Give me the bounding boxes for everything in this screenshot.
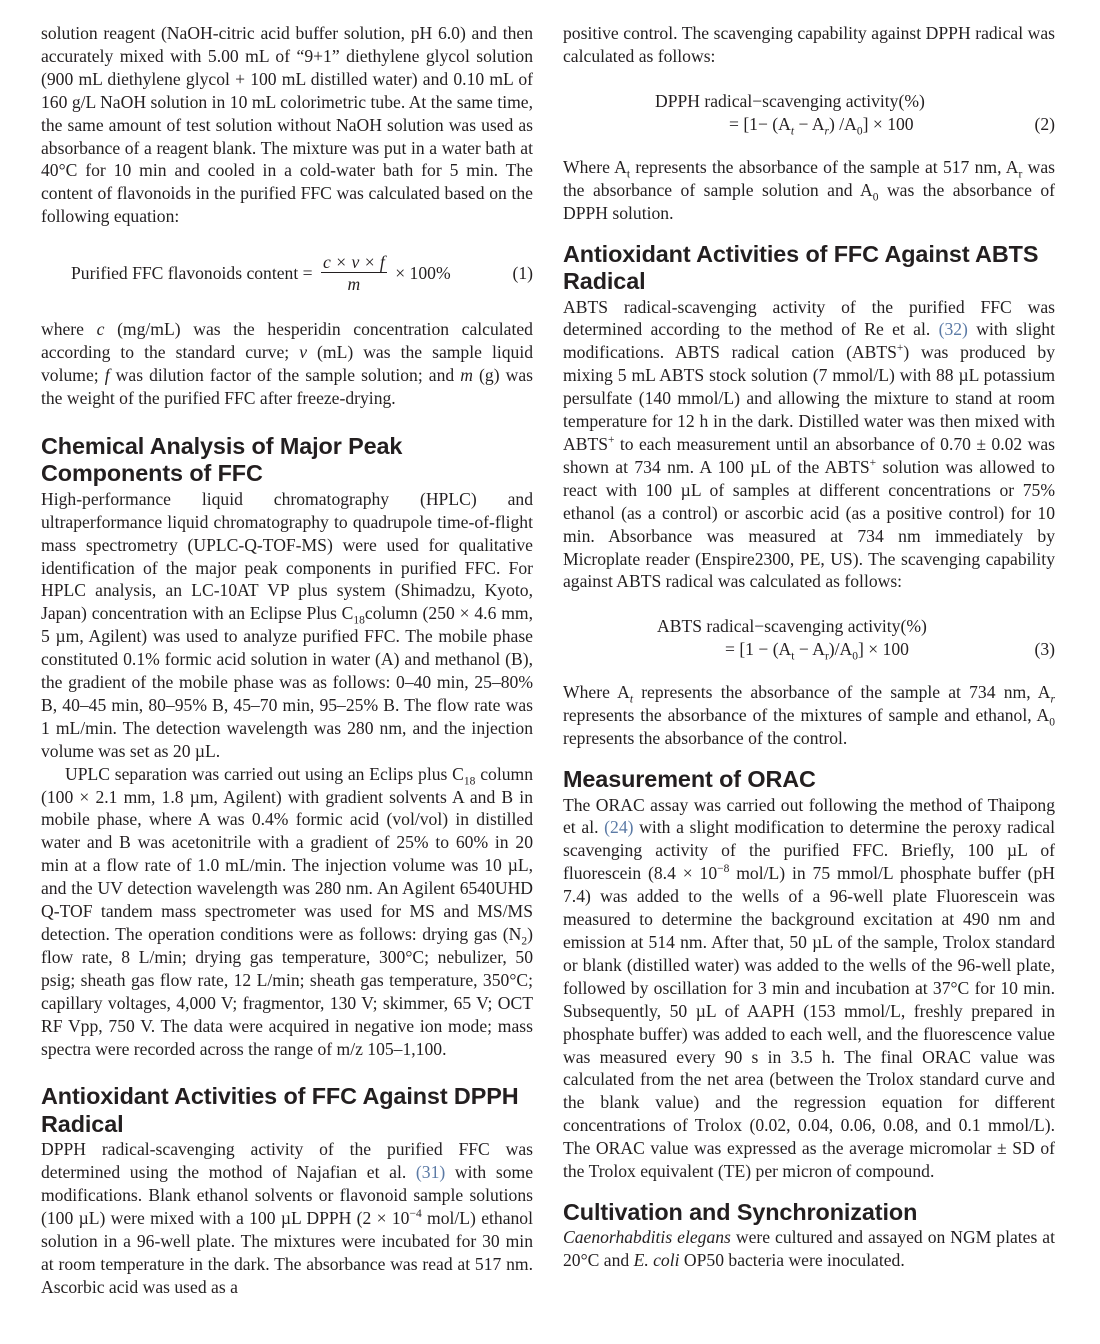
paragraph-dpph: DPPH radical-scavenging activity of the purified FFC was determined using the mothod of Najafian et al. (31) with some modifications. Blank ethanol solvents or flavonoid sample solutions (100 µL) were mixed with a 100 µL DPPH ($2 \times 10^{-4}$ mol/L) ethanol solution in a 96-well plate. The mixtures were incubated for 30 min at room temperature in the dark. The absorbance was read at 517 nm. Ascorbic acid was used as a — [41, 1139, 533, 1297]
paragraph-uplc: UPLC separation was carried out using an Eclips plus $C_{18}$ column (100 × 2.1 mm, 1.8 µm, Agilent) with gradient solvents A and B in mobile phase, where A was 0.4% formic acid (vol/vol) in distilled water and B was acetonitrile with a gradient of 25% to 60% in 20 min at a flow rate of 1.0 mL/min. The injection volume was 10 µL, and the UV detection wavelength was 280 nm. An Agilent 6540UHD Q-TOF tandem mass spectrometer was used for MS and MS/MS detection. The operation conditions were as follows: drying gas $(N_2)$ flow rate, 8 L/min; drying gas temperature, 300°C; nebulizer, 50 psig; sheath gas flow rate, 12 L/min; sheath gas temperature, 350°C; capillary voltages, 4,000 V; fragmentor, 130 V; skimmer, 65 V; OCT RF Vpp, 750 V. The data were acquired in negative ion mode; mass spectra were recorded across the range of m/z 105–1,100. — [41, 763, 533, 1059]
equation-2 — [563, 90, 1055, 136]
left-column — [41, 22, 533, 1299]
heading-cultivation: Cultivation and Synchronization — [563, 1198, 918, 1225]
equation-1-number: (1) — [512, 263, 533, 284]
paragraph-dpph-calc: positive control. The scavenging capability against DPPH radical was calculated as follows: — [563, 23, 1055, 66]
equation-1-numerator: c × v × f — [322, 252, 385, 273]
paragraph-dpph-where: Where $A_t$ represents the absorbance of the sample at 517 nm, $A_r$ was the absorbance of sample solution and $A_0$ was the absorbance of DPPH solution. — [563, 156, 1056, 223]
equation-2-line2: = $[1- (A_t - A_r) /A_0] \times 100$ — [729, 113, 914, 138]
equation-1-rhs: × 100% — [395, 263, 451, 284]
equation-1-denominator: m — [347, 274, 361, 295]
heading-chemical-analysis: Chemical Analysis of Major Peak Components of FFC — [41, 432, 403, 487]
equation-2-line1: DPPH radical−scavenging activity(%) — [655, 90, 925, 111]
paragraph-hplc: High-performance liquid chromatography (HPLC) and ultraperformance liquid chromatography to quadrupole time-of-flight mass spectrometry (UPLC-Q-TOF-MS) were used for qualitative identification of the major peak components in purified FFC. For HPLC analysis, an LC-10AT VP plus system (Shimadzu, Kyoto, Japan) concentration with an Eclipse Plus $C_{18}column$ (250 × 4.6 mm, 5 µm, Agilent) was used to analyze purified FFC. The mobile phase constituted 0.1% formic acid solution in water (A) and methanol (B), the gradient of the mobile phase was as follows: 0–40 min, 25–80% B, 40–45 min, 80–95% B, 45–70 min, 95–25% B. The flow rate was 1 mL/min. The detection wavelength was 280 nm, and the injection volume was set as 20 µL. — [41, 488, 533, 761]
heading-orac: Measurement of ORAC — [563, 766, 816, 793]
paragraph-orac: The ORAC assay was carried out following the method of Thaipong et al. (24) with a slight modification to determine the peroxy radical scavenging activity of the purified FFC. Briefly, 100 µL of fluorescein ($8.4 \times 10^{-8}$ mol/L) in 75 mmol/L phosphate buffer (pH 7.4) was added to the wells of a 96-well plate Fluorescein was measured to determine the background excitation at 490 nm and emission at 514 nm. After that, 50 µL of the sample, Trolox standard or blank (distilled water) was added to the wells of the 96-well plate, followed by oscillation for 3 min and incubation at 37°C for 10 min. Subsequently, 50 µL of AAPH (153 mmol/L, freshly prepared in phosphate buffer) was added to each well, and the fluorescence value was measured every 90 s in 3.5 h. The final ORAC value was calculated from the net area (between the Trolox standard curve and the blank value) and the regression equation for different concentrations of Trolox (0.02, 0.04, 0.06, 0.08, and 0.1 mmol/L). The ORAC value was expressed as the average micromolar ± SD of the Trolox equivalent (TE) per micron of compound. — [563, 794, 1055, 1182]
heading-abts: Antioxidant Activities of FFC Against ABTS Radical — [563, 240, 1039, 295]
paragraph-abts: ABTS radical-scavenging activity of the purified FFC was determined according to the method of Re et al. (32) with slight modifications. ABTS radical cation (ABTS+) was produced by mixing 5 mL ABTS stock solution (7 mmol/L) with 88 µL potassium persulfate (140 mmol/L) and allowing the mixture to stand at room temperature for 12 h in the dark. Distilled water was then mixed with ABTS+ to each measurement until an absorbance of 0.70 ± 0.02 was shown at 734 nm. A 100 µL of the ABTS+ solution was allowed to react with 100 µL of samples at different concentrations or 75% ethanol (as a control) or ascorbic acid (as a positive control) for 10 min. Absorbance was measured at 734 nm immediately by Microplate reader (Enspire2300, PE, US). The scavenging capability against ABTS radical was calculated as follows: — [563, 296, 1055, 592]
heading-dpph: Antioxidant Activities of FFC Against DPPH Radical — [41, 1083, 519, 1137]
equation-2-number: (2) — [1034, 113, 1055, 134]
paragraph-variables: where c (mg/mL) was the hesperidin concentration calculated according to the standard curve; v (mL) was the sample liquid volume; f was dilution factor of the sample solution; and m (g) was the weight of the purified FFC after freeze-drying. — [41, 319, 534, 408]
equation-1-lhs: Purified FFC flavonoids content = — [71, 263, 313, 284]
equation-3 — [563, 615, 1055, 661]
citation-32[interactable]: (32) — [938, 319, 968, 340]
citation-31[interactable]: (31) — [415, 1162, 446, 1183]
right-column — [563, 22, 1055, 1272]
equation-3-line2: = $[1 - (A_t - A_r)/A_0] \times 100$ — [725, 639, 909, 663]
paragraph-reagent: solution reagent (NaOH-citric acid buffer solution, pH 6.0) and then accurately mixed with 5.00 mL of “9+1” diethylene glycol solution (900 mL diethylene glycol + 100 mL distilled water) and 0.10 mL of 160 g/L NaOH solution in 10 mL colorimetric tube. At the same time, the same amount of test solution without NaOH solution was used as absorbance of a reagent blank. The mixture was put in a water bath at 40°C for 10 min and cooled in a cold-water bath for 5 min. The content of flavonoids in the purified FFC was calculated based on the following equation: — [41, 23, 533, 227]
equation-3-number: (3) — [1034, 639, 1055, 660]
equation-3-line1: ABTS radical−scavenging activity(%) — [657, 616, 927, 637]
citation-24[interactable]: (24) — [604, 817, 634, 838]
equation-1-fraction — [321, 252, 387, 295]
paragraph-abts-where: Where $A_t$ represents the absorbance of the sample at 734 nm, $A_r$ represents the absorbance of the mixtures of sample and ethanol, $A_0$ represents the absorbance of the control. — [563, 682, 1055, 749]
paragraph-cultivation: Caenorhabditis elegans were cultured and assayed on NGM plates at 20°C and E. coli OP50 bacteria were inoculated. — [563, 1227, 1056, 1271]
equation-1 — [41, 252, 533, 298]
